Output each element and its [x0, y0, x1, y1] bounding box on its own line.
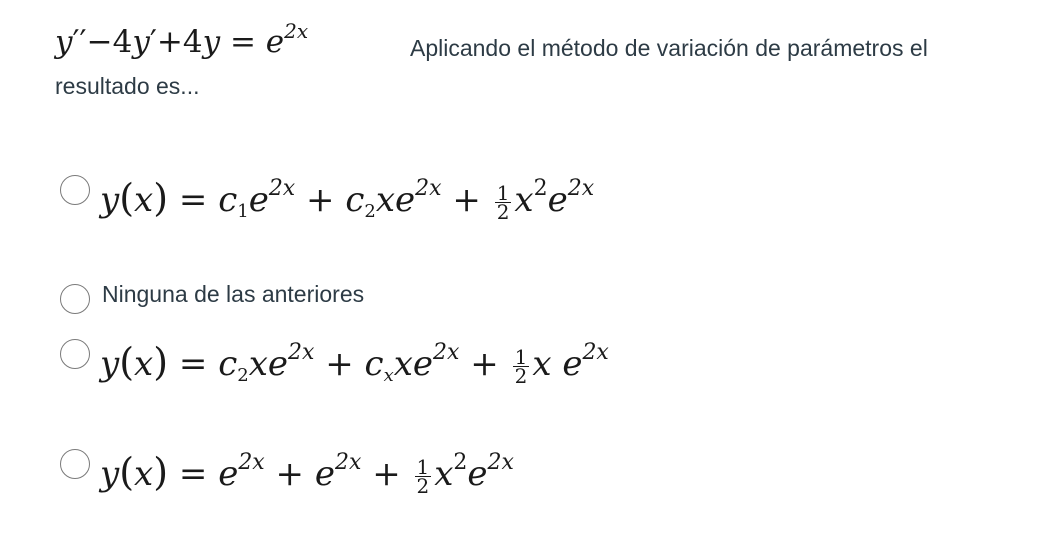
radio-button[interactable]	[60, 175, 90, 205]
option-1-equation[interactable]: $y(x) = c_1e^{2x} + c_2xe^{2x}$ + $\frac{1}{2}$ $x^2e^{2x}$	[100, 176, 595, 224]
radio-button[interactable]	[60, 339, 90, 369]
radio-button[interactable]	[60, 449, 90, 479]
question-prompt	[55, 14, 1035, 99]
option-2-label[interactable]: Ninguna de las anteriores	[102, 281, 365, 307]
option-4-equation[interactable]: $y(x) = e^{2x} + e^{2x}$ + $\frac{1}{2}$ $x^2e^{2x}$	[100, 450, 514, 498]
option-3-equation[interactable]: $y(x) = c_2xe^{2x} + c_xxe^{2x}$ + $\frac{1}{2}$ x $e^{2x}$	[100, 340, 609, 388]
question-text-line1: Aplicando el método de variación de parámetros el	[410, 35, 928, 61]
radio-button[interactable]	[60, 284, 90, 314]
question-text-line2: resultado es...	[55, 73, 200, 99]
question-equation: $y''-4y'+4y = e^{2x}$	[55, 19, 309, 60]
